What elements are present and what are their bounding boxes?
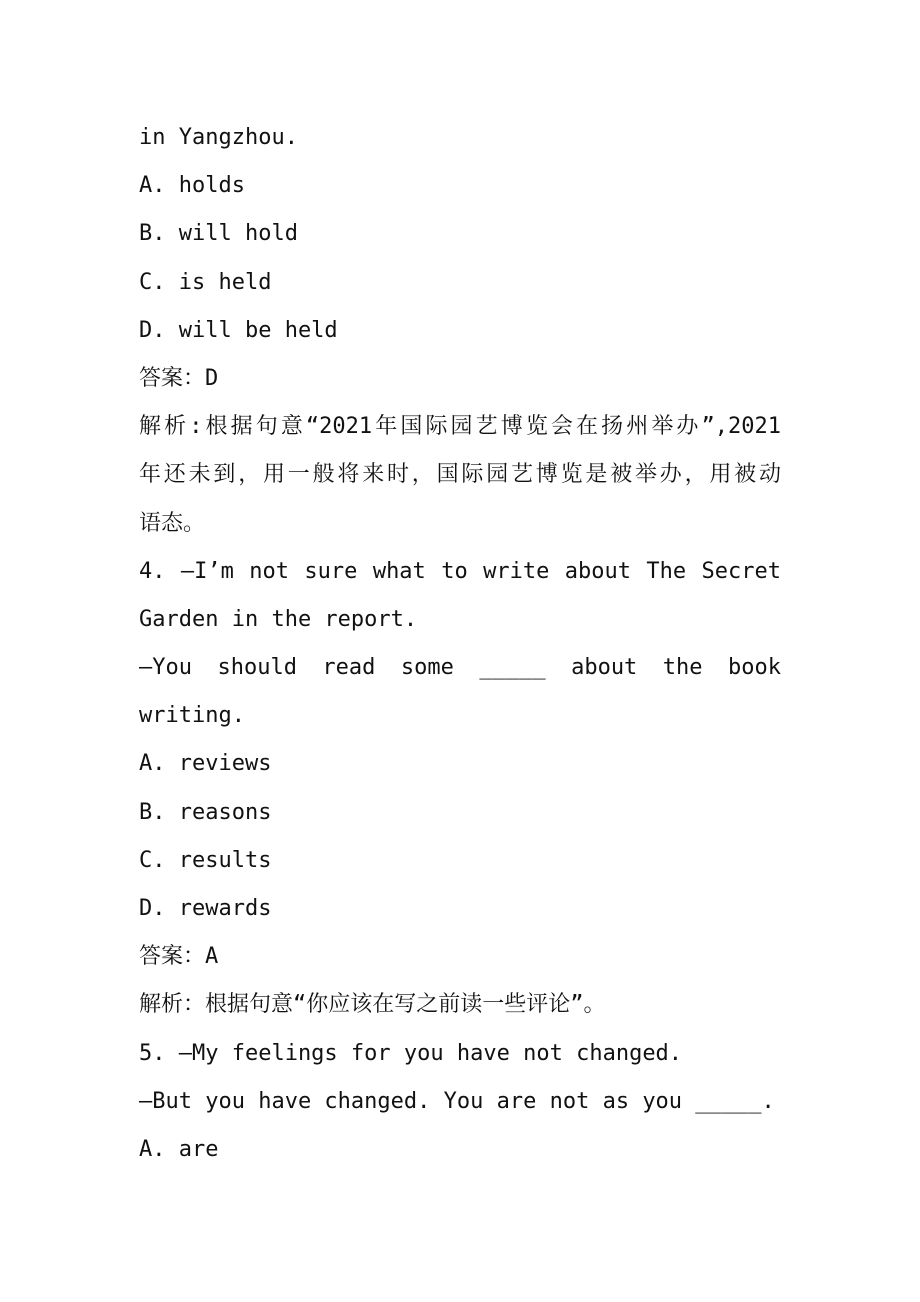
question-4-stem-line-1: 4. —I’m not sure what to write about The Secret [139, 558, 781, 584]
question-4-option-a: A. reviews [139, 751, 272, 777]
question-5-option-a: A. are [139, 1136, 219, 1162]
question-4-stem-line-2: Garden in the report. [139, 606, 418, 632]
question-4-stem-line-4: writing. [139, 703, 245, 729]
question-3-option-a: A. holds [139, 173, 245, 199]
question-3-analysis-line-1: 解析:根据句意“2021年国际园艺博览会在扬州举办”,2021 [139, 414, 781, 440]
question-3-stem-tail: in Yangzhou. [139, 125, 298, 150]
question-4-option-d: D. rewards [139, 896, 272, 921]
question-3-analysis-line-3: 语态。 [139, 510, 206, 536]
document-page [139, 114, 781, 1174]
question-3-option-b: B. will hold [139, 221, 298, 247]
question-3-answer: 答案：D [139, 365, 219, 391]
question-5-stem-line-2: —But you have changed. You are not as you _____. [139, 1088, 775, 1114]
question-4-option-c: C. results [139, 847, 272, 873]
question-5-stem-line-1: 5. —My feelings for you have not changed. [139, 1040, 683, 1066]
question-4-option-b: B. reasons [139, 799, 272, 825]
question-4-stem-line-3: —You should read some _____ about the book [139, 655, 781, 681]
question-4-analysis: 解析：根据句意“你应该在写之前读一些评论”。 [139, 992, 606, 1018]
question-3-option-c: C. is held [139, 269, 272, 295]
question-3-analysis-line-2: 年还未到，用一般将来时，国际园艺博览是被举办，用被动 [139, 462, 781, 488]
question-3-option-d: D. will be held [139, 317, 338, 343]
question-4-answer: 答案：A [139, 944, 219, 970]
